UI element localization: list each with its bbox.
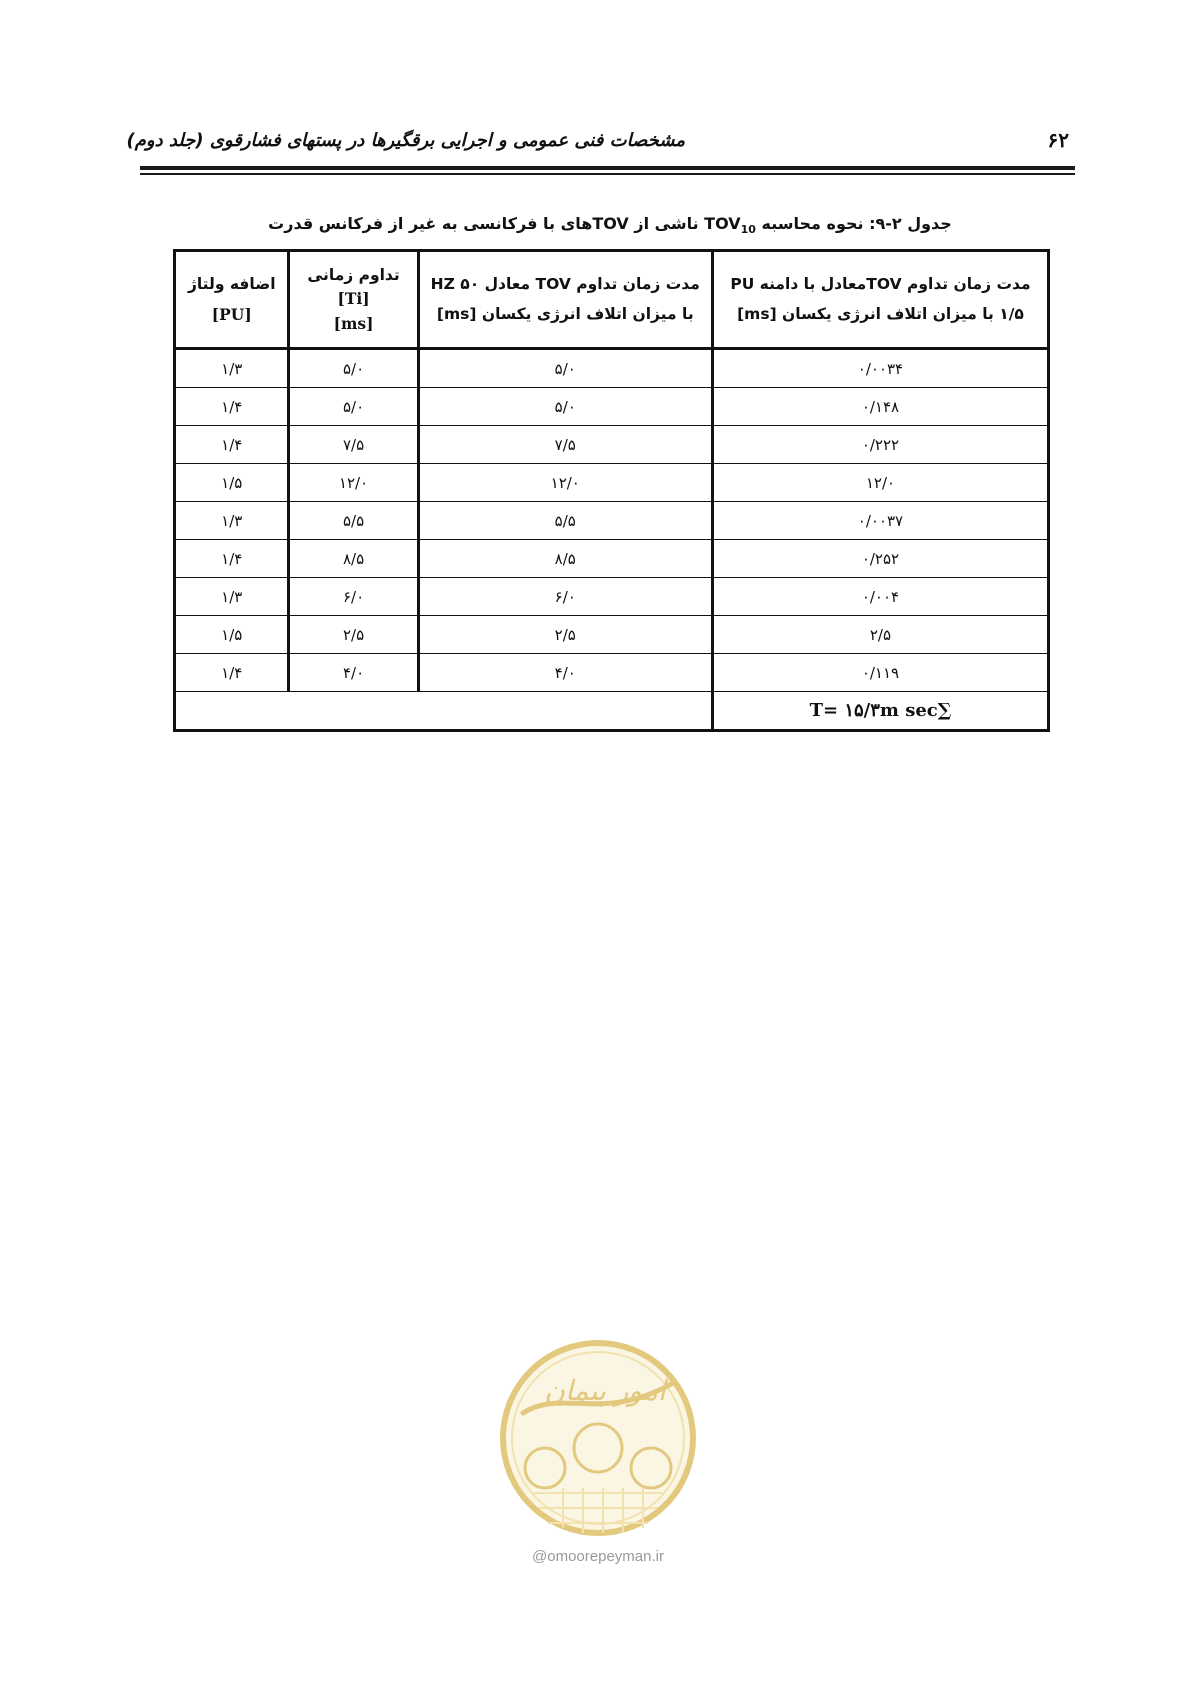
header-col2-line1: مدت زمان تداوم TOV معادل HZ ۵۰ xyxy=(430,275,700,294)
cell-c1: ۰/۲۵۲ xyxy=(712,540,1048,578)
table-caption xyxy=(170,214,1050,236)
header-col4-line2: [PU] xyxy=(211,304,252,324)
cell-c1: ۱۲/۰ xyxy=(712,464,1048,502)
cell-c3: ۵/۰ xyxy=(289,388,418,426)
watermark-url: @omoorepeyman.ir xyxy=(532,1548,664,1565)
cell-c4: ۱/۴ xyxy=(175,540,289,578)
cell-c1: ۲/۵ xyxy=(712,616,1048,654)
cell-c4: ۱/۴ xyxy=(175,426,289,464)
table-row xyxy=(175,349,1049,388)
header-col3-line1: تداوم زمانی xyxy=(307,266,400,285)
sum-cell: ∑T= ۱۵/۳m sec xyxy=(712,692,1048,731)
cell-c4: ۱/۳ xyxy=(175,502,289,540)
cell-c4: ۱/۴ xyxy=(175,388,289,426)
page-header xyxy=(126,118,1075,178)
cell-c1: ۰/۲۲۲ xyxy=(712,426,1048,464)
header-col3-line2: [Ti] xyxy=(337,289,370,309)
cell-c3: ۶/۰ xyxy=(289,578,418,616)
logo-ring xyxy=(503,1343,693,1533)
page-number: ۶۲ xyxy=(1047,128,1069,152)
table-row xyxy=(175,654,1049,692)
cell-c2: ۵/۰ xyxy=(418,349,712,388)
cell-c3: ۵/۰ xyxy=(289,349,418,388)
table-row xyxy=(175,578,1049,616)
running-title: مشخصات فنی عمومی و اجرایی برقگیرها در پستهای فشارقوی (جلد دوم) xyxy=(126,130,685,151)
cell-c1: ۰/۱۴۸ xyxy=(712,388,1048,426)
header-col3-line3: [ms] xyxy=(333,313,374,333)
table-row xyxy=(175,502,1049,540)
header-col4-line1: اضافه ولتاژ xyxy=(187,275,276,294)
cell-c1: ۰/۱۱۹ xyxy=(712,654,1048,692)
logo-text: امور پیمان xyxy=(544,1374,666,1407)
cell-c4: ۱/۵ xyxy=(175,464,289,502)
cell-c1: ۰/۰۰۴ xyxy=(712,578,1048,616)
cell-c2: ۸/۵ xyxy=(418,540,712,578)
cell-c4: ۱/۳ xyxy=(175,349,289,388)
cell-c2: ۶/۰ xyxy=(418,578,712,616)
table-body xyxy=(175,349,1049,731)
cell-c3: ۵/۵ xyxy=(289,502,418,540)
cell-c2: ۵/۰ xyxy=(418,388,712,426)
cell-c4: ۱/۳ xyxy=(175,578,289,616)
cell-c3: ۱۲/۰ xyxy=(289,464,418,502)
table-row xyxy=(175,616,1049,654)
cell-c4: ۱/۴ xyxy=(175,654,289,692)
cell-c3: ۷/۵ xyxy=(289,426,418,464)
header-col2 xyxy=(418,251,712,349)
sum-empty-cell xyxy=(175,692,713,731)
caption-subscript: 10 xyxy=(740,223,756,237)
cell-c2: ۲/۵ xyxy=(418,616,712,654)
cell-c3: ۲/۵ xyxy=(289,616,418,654)
cell-c2: ۵/۵ xyxy=(418,502,712,540)
header-rule-thick xyxy=(140,166,1075,170)
header-col1-line1: مدت زمان تداوم TOVمعادل با دامنه PU xyxy=(730,275,1031,294)
cell-c3: ۸/۵ xyxy=(289,540,418,578)
cell-c1: ۰/۰۰۳۷ xyxy=(712,502,1048,540)
table-row xyxy=(175,426,1049,464)
cell-c4: ۱/۵ xyxy=(175,616,289,654)
header-col1 xyxy=(712,251,1048,349)
table-row xyxy=(175,464,1049,502)
header-col4 xyxy=(175,251,289,349)
cell-c2: ۴/۰ xyxy=(418,654,712,692)
header-rule-thin xyxy=(140,173,1075,175)
table-row xyxy=(175,540,1049,578)
caption-suffix: ناشی از TOVهای با فرکانسی به غیر از فرکانس قدرت xyxy=(268,214,705,233)
tov-table xyxy=(173,249,1050,732)
header-col2-line2: با میزان اتلاف انرژی یکسان [ms] xyxy=(436,304,694,323)
table-row xyxy=(175,388,1049,426)
cell-c2: ۷/۵ xyxy=(418,426,712,464)
caption-prefix: جدول ۲-۹: نحوه محاسبه TOV xyxy=(704,214,952,233)
header-col3 xyxy=(289,251,418,349)
cell-c3: ۴/۰ xyxy=(289,654,418,692)
cell-c1: ۰/۰۰۳۴ xyxy=(712,349,1048,388)
publisher-logo xyxy=(493,1328,703,1558)
header-col1-line2: ۱/۵ با میزان اتلاف انرژی یکسان [ms] xyxy=(737,304,1024,323)
table-header-row xyxy=(175,251,1049,349)
sum-row xyxy=(175,692,1049,731)
cell-c2: ۱۲/۰ xyxy=(418,464,712,502)
